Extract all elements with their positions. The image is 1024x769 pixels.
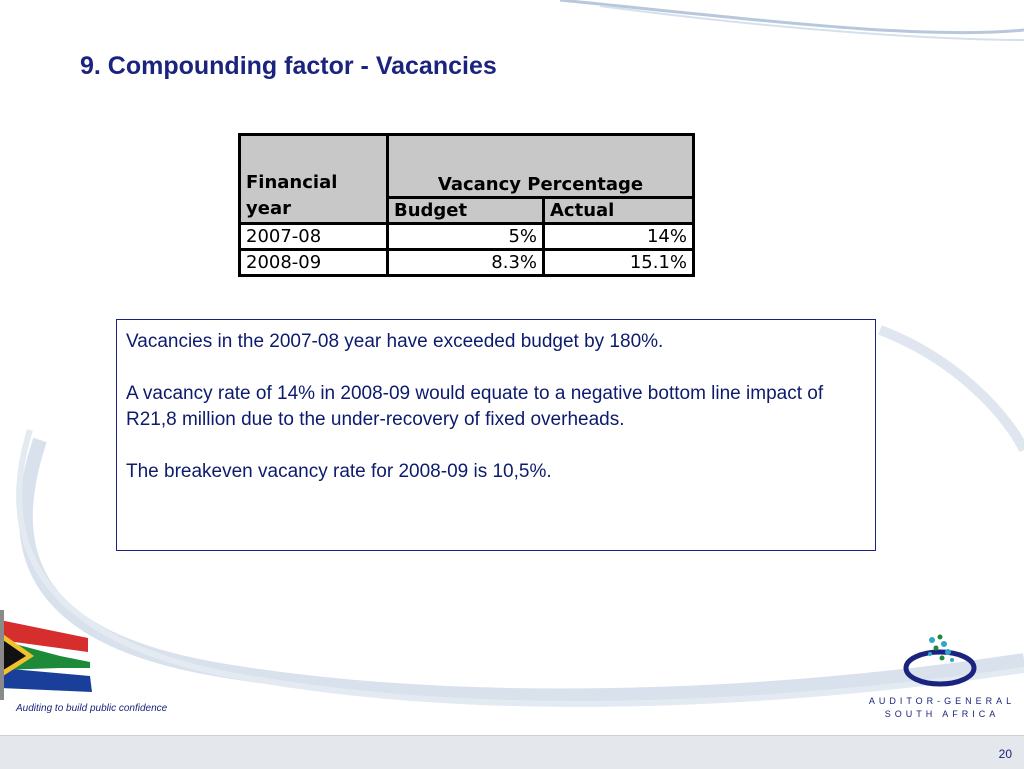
slide-title: 9. Compounding factor - Vacancies bbox=[80, 52, 497, 80]
note-paragraph: Vacancies in the 2007-08 year have exceeded budget by 180%. bbox=[126, 331, 664, 352]
actual-cell: 14% bbox=[544, 224, 694, 250]
south-africa-flag-icon bbox=[0, 610, 95, 700]
org-name bbox=[862, 695, 1022, 721]
tagline: Auditing to build public confidence bbox=[16, 703, 168, 714]
financial-year-header bbox=[240, 135, 388, 224]
actual-header: Actual bbox=[544, 198, 694, 224]
year-cell: 2008-09 bbox=[240, 250, 388, 276]
vacancy-percentage-header bbox=[388, 135, 694, 198]
budget-header: Budget bbox=[388, 198, 544, 224]
actual-cell: 15.1% bbox=[544, 250, 694, 276]
org-name-line1: AUDITOR-GENERAL bbox=[868, 696, 1016, 706]
vacancy-percentage-label: Vacancy Percentage bbox=[437, 174, 644, 195]
budget-cell: 8.3% bbox=[388, 250, 544, 276]
table-row bbox=[240, 250, 694, 276]
note-paragraph: The breakeven vacancy rate for 2008-09 is 10,5%. bbox=[126, 461, 552, 482]
year-cell: 2007-08 bbox=[240, 224, 388, 250]
note-paragraph: A vacancy rate of 14% in 2008-09 would equate to a negative bottom line impact of R21,8 million due to the under-recovery of fixed overheads. bbox=[126, 383, 824, 430]
financial-year-header-label: Financial year bbox=[246, 172, 338, 219]
budget-cell: 5% bbox=[388, 224, 544, 250]
auditor-general-logo-icon bbox=[900, 630, 980, 690]
notes-box bbox=[116, 319, 876, 551]
footer-bar bbox=[0, 735, 1024, 769]
page-number: 20 bbox=[998, 747, 1012, 761]
org-name-line2: SOUTH AFRICA bbox=[884, 709, 1000, 719]
vacancy-table bbox=[238, 133, 695, 277]
table-row bbox=[240, 224, 694, 250]
